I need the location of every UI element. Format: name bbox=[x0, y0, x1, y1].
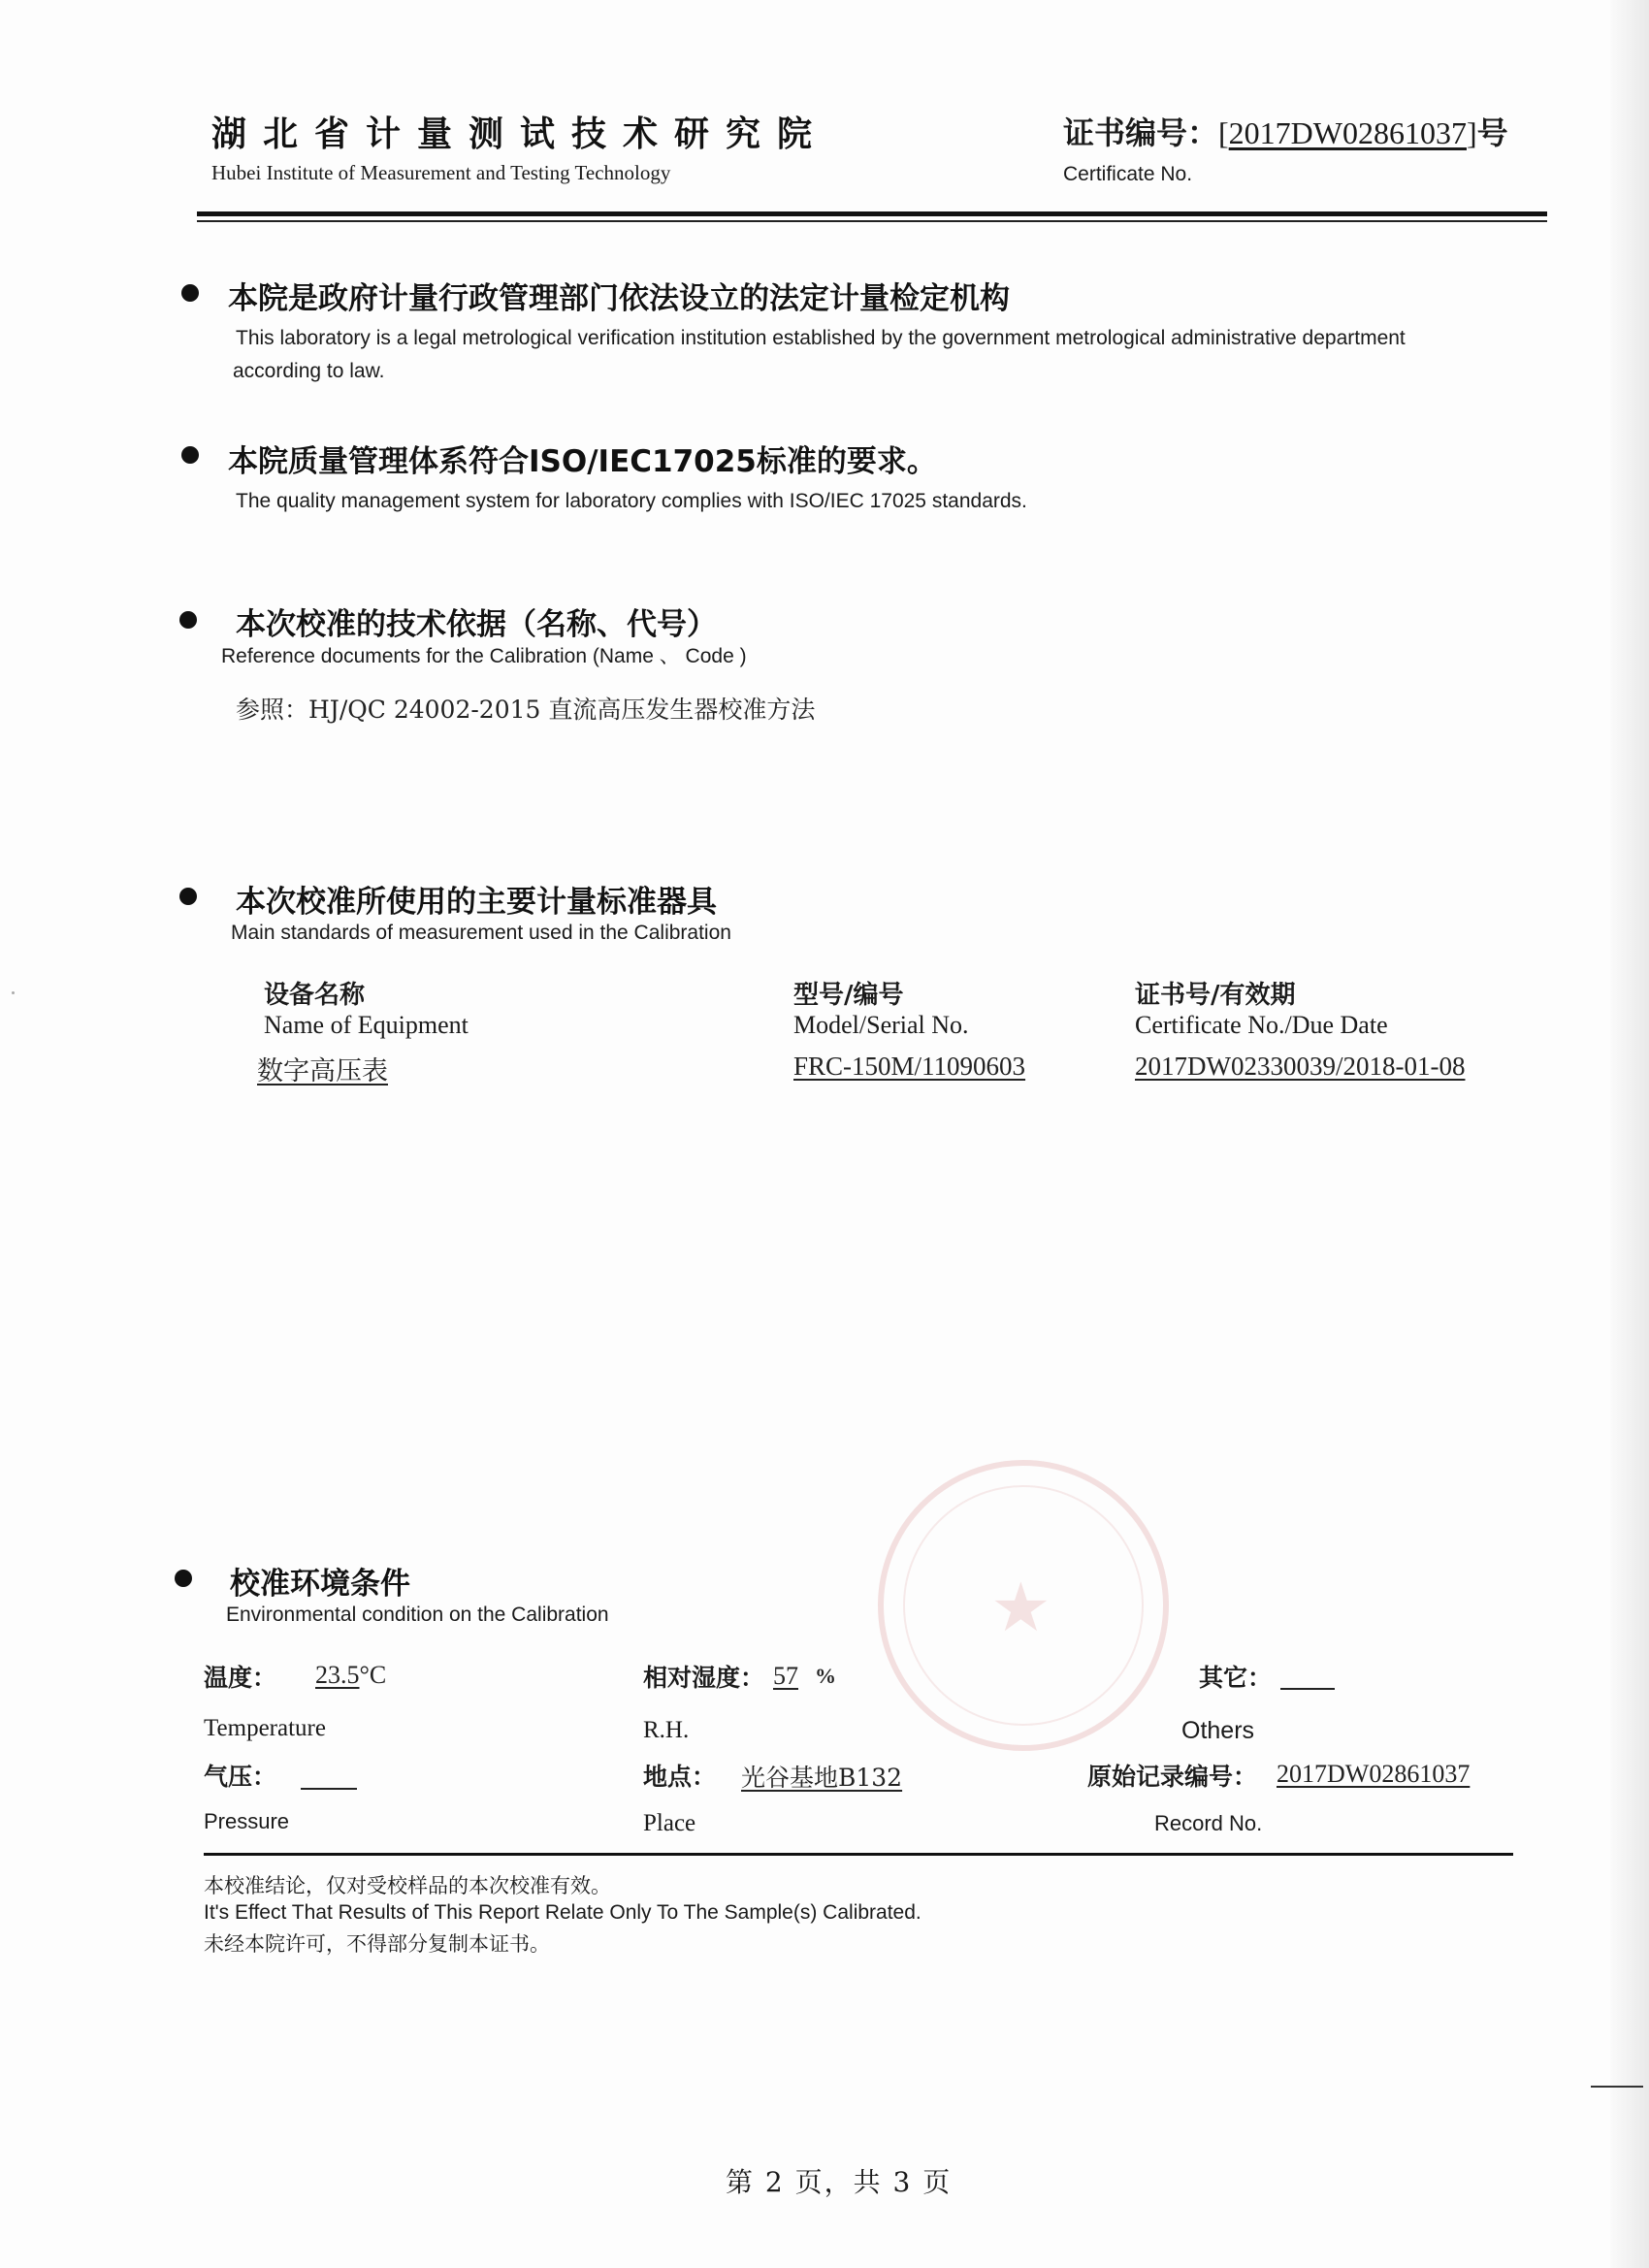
col-equipment-name-en: Name of Equipment bbox=[264, 1011, 469, 1039]
legal-statement-en-line2: according to law. bbox=[233, 360, 385, 382]
place-label-en: Place bbox=[643, 1810, 696, 1836]
seal-star-icon: ★ bbox=[990, 1570, 1051, 1645]
institute-seal-stamp bbox=[878, 1460, 1169, 1751]
quality-statement-cn: 本院质量管理体系符合ISO/IEC17025标准的要求。 bbox=[228, 444, 937, 479]
bracket-open: [ bbox=[1218, 115, 1229, 150]
col-equipment-name-cn: 设备名称 bbox=[264, 981, 366, 1010]
bullet-icon bbox=[179, 611, 197, 629]
record-label-cn: 原始记录编号： bbox=[1087, 1763, 1258, 1791]
institute-name-cn: 湖北省计量测试技术研究院 bbox=[211, 114, 829, 154]
bullet-icon bbox=[181, 446, 199, 464]
reference-document: 参照：HJ/QC 24002-2015 直流高压发生器校准方法 bbox=[236, 696, 816, 724]
humidity-value: 57 bbox=[773, 1662, 798, 1690]
quality-statement-en: The quality management system for laboratory complies with ISO/IEC 17025 standards. bbox=[236, 490, 1027, 512]
header-rule-thin bbox=[197, 220, 1547, 222]
col-cert-cn: 证书号/有效期 bbox=[1135, 981, 1296, 1010]
standards-heading-cn: 本次校准所使用的主要计量标准器具 bbox=[236, 885, 717, 920]
record-label-en: Record No. bbox=[1154, 1811, 1263, 1835]
humidity-label-en: R.H. bbox=[643, 1717, 690, 1743]
temperature-label-en: Temperature bbox=[204, 1715, 326, 1741]
legal-statement-cn: 本院是政府计量行政管理部门依法设立的法定计量检定机构 bbox=[228, 281, 1010, 316]
cert-label-en: Certificate No. bbox=[1063, 163, 1193, 185]
bullet-icon bbox=[179, 888, 197, 905]
environment-heading-en: Environmental condition on the Calibration bbox=[226, 1604, 609, 1626]
equipment-cert-value: 2017DW02330039/2018-01-08 bbox=[1135, 1052, 1466, 1081]
others-label-cn: 其它： bbox=[1199, 1664, 1273, 1692]
equipment-model-value: FRC-150M/11090603 bbox=[793, 1052, 1026, 1081]
others-value-blank bbox=[1280, 1688, 1335, 1690]
equipment-name-value: 数字高压表 bbox=[257, 1056, 388, 1086]
cert-label-cn: 证书编号： bbox=[1063, 114, 1219, 151]
col-model-en: Model/Serial No. bbox=[793, 1011, 969, 1039]
scan-edge-mark bbox=[1591, 2086, 1643, 2088]
pressure-label-cn: 气压： bbox=[204, 1763, 277, 1791]
reference-heading-cn: 本次校准的技术依据（名称、代号） bbox=[236, 607, 717, 642]
place-label-cn: 地点： bbox=[643, 1763, 717, 1791]
scan-speck bbox=[12, 991, 15, 994]
temperature-label-cn: 温度： bbox=[204, 1664, 277, 1692]
environment-heading-cn: 校准环境条件 bbox=[230, 1567, 410, 1602]
header-rule-thick bbox=[197, 211, 1547, 216]
temperature-value: 23.5 bbox=[315, 1661, 360, 1689]
cert-suffix-cn: 号 bbox=[1476, 114, 1508, 151]
col-cert-en: Certificate No./Due Date bbox=[1135, 1011, 1388, 1039]
scan-edge-shadow bbox=[1610, 0, 1649, 2268]
standards-heading-en: Main standards of measurement used in the Calibration bbox=[231, 922, 731, 944]
temperature-value-line bbox=[315, 1661, 386, 1690]
humidity-unit: % bbox=[815, 1664, 836, 1688]
others-label-en: Others bbox=[1181, 1717, 1255, 1744]
temperature-unit: °C bbox=[359, 1661, 387, 1689]
place-value: 光谷基地B132 bbox=[741, 1764, 903, 1792]
note-validity-cn: 本校准结论，仅对受校样品的本次校准有效。 bbox=[204, 1874, 611, 1897]
pressure-label-en: Pressure bbox=[204, 1809, 290, 1833]
legal-statement-en-line1: This laboratory is a legal metrological verification institution established by the government metrological administrative department bbox=[236, 327, 1406, 349]
reference-heading-en: Reference documents for the Calibration (Name 、 Code ) bbox=[221, 645, 747, 667]
humidity-label-cn: 相对湿度： bbox=[643, 1664, 765, 1692]
note-validity-en: It's Effect That Results of This Report Relate Only To The Sample(s) Calibrated. bbox=[204, 1901, 922, 1924]
pressure-value-blank bbox=[301, 1788, 357, 1790]
page-number: 第 2 页，共 3 页 bbox=[726, 2166, 953, 2198]
bracket-close: ] bbox=[1466, 115, 1477, 150]
note-copy-restriction-cn: 未经本院许可，不得部分复制本证书。 bbox=[204, 1932, 550, 1956]
bullet-icon bbox=[181, 284, 199, 302]
certificate-number-line bbox=[1063, 109, 1508, 153]
col-model-cn: 型号/编号 bbox=[793, 981, 904, 1010]
environment-rule bbox=[204, 1853, 1513, 1856]
institute-name-en: Hubei Institute of Measurement and Testing Technology bbox=[211, 161, 671, 184]
cert-number: 2017DW02861037 bbox=[1228, 115, 1467, 150]
bullet-icon bbox=[175, 1570, 192, 1587]
record-value: 2017DW02861037 bbox=[1277, 1760, 1471, 1788]
